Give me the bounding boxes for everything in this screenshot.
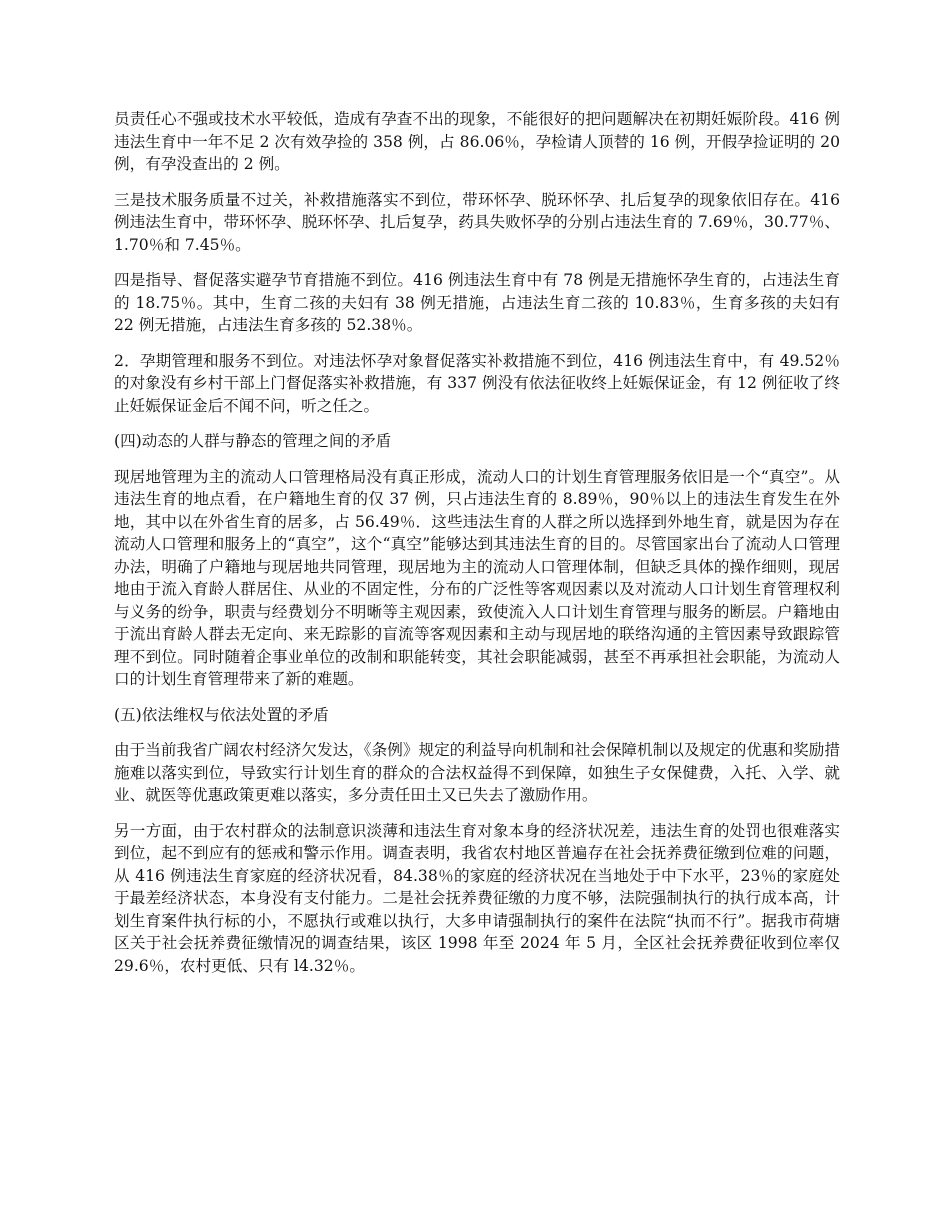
paragraph: 四是指导、督促落实避孕节育措施不到位。416 例违法生育中有 78 例是无措施怀孕生育的，占违法生育的 18.75％。其中，生育二孩的夫妇有 38 例无措施，占违法生育二孩的 10.83％，生育多孩的夫妇有 22 例无措施，占违法生育多孩的 52.38％。 — [114, 271, 840, 334]
section-heading: (四)动态的人群与静态的管理之间的矛盾 — [114, 432, 392, 450]
document-body — [114, 108, 840, 990]
paragraph: 由于当前我省广阔农村经济欠发达，《条例》规定的利益导向机制和社会保障机制以及规定的优惠和奖励措施难以落实到位，导致实行计划生育的群众的合法权益得不到保障，如独生子女保健费，入托、入学、就业、就医等优惠政策更难以落实，多分责任田土又已失去了激励作用。 — [114, 741, 840, 804]
paragraph: 现居地管理为主的流动人口管理格局没有真正形成，流动人口的计划生育管理服务依旧是一个“真空”。从违法生育的地点看，在户籍地生育的仅 37 例，只占违法生育的 8.89％，90％以上的违法生育发生在外地，其中以在外省生育的居多，占 56.49％．这些违法生育的人群之所以选择到外地生育，就是因为存在流动人口管理和服务上的“真空”，这个“真空”能够达到其违法生育的目的。尽管国家出台了流动人口管理办法，明确了户籍地与现居地共同管理，现居地为主的流动人口管理体制，但缺乏具体的操作细则，现居地由于流入育龄人群居住、从业的不固定性，分布的广泛性等客观因素以及对流动人口计划生育管理权利与义务的纷争，职责与经费划分不明晰等主观因素，致使流入人口计划生育管理与服务的断层。户籍地由于流出育龄人群去无定向、来无踪影的盲流等客观因素和主动与现居地的联络沟通的主管因素导致跟踪管理不到位。同时随着企事业单位的改制和职能转变，其社会职能减弱，甚至不再承担社会职能，为流动人口的计划生育管理带来了新的难题。 — [114, 467, 840, 688]
paragraph: 三是技术服务质量不过关，补救措施落实不到位，带环怀孕、脱环怀孕、扎后复孕的现象依旧存在。416 例违法生育中，带环怀孕、脱环怀孕、扎后复孕，药具失败怀孕的分别占违法生育的 7.69％，30.77％、1.70％和 7.45％。 — [114, 190, 840, 254]
paragraph: 2．孕期管理和服务不到位。对违法怀孕对象督促落实补救措施不到位，416 例违法生育中，有 49.52％的对象没有乡村干部上门督促落实补救措施，有 337 例没有依法征收终上妊娠保证金，有 12 例征收了终止妊娠保证金后不闻不问，听之任之。 — [114, 351, 840, 415]
paragraph: 另一方面，由于农村群众的法制意识淡薄和违法生育对象本身的经济状况差，违法生育的处罚也很难落实到位，起不到应有的惩戒和警示作用。调查表明，我省农村地区普遍存在社会抚养费征缴到位难的问题，从 416 例违法生育家庭的经济状况看，84.38％的家庭的经济状况在当地处于中下水平，23％的家庭处于最差经济状态，本身没有支付能力。二是社会抚养费征缴的力度不够，法院强制执行的执行成本高，计划生育案件执行标的小，不愿执行或难以执行，大多申请强制执行的案件在法院“执而不行”。据我市荷塘区关于社会抚养费征缴情况的调查结果，该区 1998 年至 2024 年 5 月，全区社会抚养费征收到位率仅 29.6％，农村更低、只有 l4.32％。 — [114, 821, 840, 975]
paragraph: 员责任心不强或技术水平较低，造成有孕查不出的现象，不能很好的把问题解决在初期妊娠阶段。416 例违法生育中一年不足 2 次有效孕捡的 358 例，占 86.06％，孕检请人顶替的 16 例，开假孕捡证明的 20 例，有孕没查出的 2 例。 — [114, 110, 840, 173]
section-heading: (五)依法维权与依法处置的矛盾 — [114, 705, 329, 724]
